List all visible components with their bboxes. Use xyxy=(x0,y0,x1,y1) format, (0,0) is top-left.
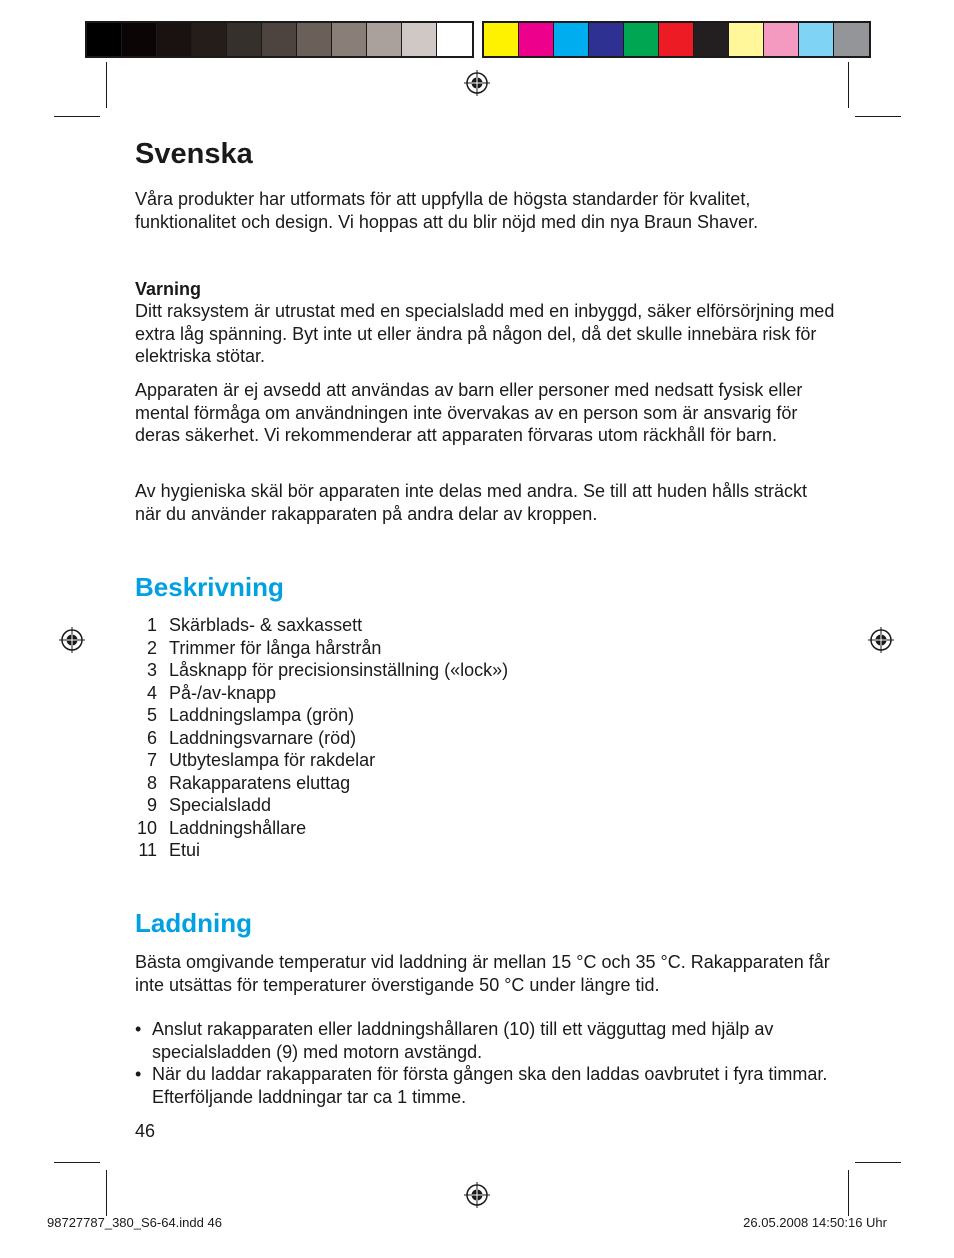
list-item-number: 6 xyxy=(146,727,157,748)
list-item xyxy=(135,727,508,750)
children-paragraph: Apparaten är ej avsedd att användas av barn eller personer med nedsatt fysisk eller mental förmåga om användningen inte övervakas av en person som är ansvarig för deras säkerhet. Vi rekommenderar att apparaten förvaras utom räckhåll för barn. xyxy=(135,380,803,445)
registration-mark-icon xyxy=(464,70,490,96)
color-swatch xyxy=(729,23,764,56)
bullet-text: När du laddar rakapparaten för första gången ska den laddas oavbrutet i fyra timmar. Efterföljande laddningar tar ca 1 timme. xyxy=(152,1064,828,1107)
list-item xyxy=(135,704,508,727)
charging-heading: Laddning xyxy=(135,908,252,938)
color-swatch xyxy=(554,23,589,56)
crop-mark xyxy=(855,1162,901,1163)
list-item-number: 2 xyxy=(146,637,157,658)
gray-swatch xyxy=(437,23,472,56)
list-item xyxy=(135,839,508,862)
list-item-label: Laddningsvarnare (röd) xyxy=(169,727,357,748)
crop-mark xyxy=(54,1162,100,1163)
list-item xyxy=(135,682,508,705)
list-item xyxy=(135,637,508,660)
warning-heading: Varning xyxy=(135,279,202,299)
list-item-number: 1 xyxy=(146,615,157,635)
list-item-label: Utbyteslampa för rakdelar xyxy=(169,750,376,770)
list-item-label: Låsknapp för precisionsinställning («lock») xyxy=(169,660,509,680)
list-item-label: Laddningshållare xyxy=(169,817,307,838)
list-item-number: 9 xyxy=(146,795,157,815)
gray-swatch xyxy=(192,23,227,56)
color-swatch xyxy=(624,23,659,56)
gray-swatch xyxy=(157,23,192,56)
description-list xyxy=(135,614,508,862)
list-item-number: 4 xyxy=(146,682,157,703)
registration-mark-icon xyxy=(59,627,85,653)
charging-bullet-list xyxy=(135,1018,835,1108)
list-item-label: Specialsladd xyxy=(169,795,272,815)
description-heading: Beskrivning xyxy=(135,572,284,602)
crop-mark xyxy=(106,1170,107,1216)
charging-intro: Bästa omgivande temperatur vid laddning är mellan 15 °C och 35 °C. Rakapparaten får inte utsättas för temperaturer överstigande 50 °C under längre tid. xyxy=(135,952,830,995)
registration-mark-icon xyxy=(868,627,894,653)
gray-swatch xyxy=(227,23,262,56)
page-number: 46 xyxy=(135,1121,156,1141)
bullet-text: Anslut rakapparaten eller laddningshållaren (10) till ett vägguttag med hjälp av specialsladden (9) med motorn avstängd. xyxy=(152,1019,774,1062)
gray-swatch xyxy=(297,23,332,56)
gray-swatch xyxy=(402,23,437,56)
list-item xyxy=(135,749,508,772)
list-item xyxy=(135,659,508,682)
page-title: Svenska xyxy=(135,138,253,170)
color-swatch xyxy=(764,23,799,56)
grayscale-calibration-bar xyxy=(85,21,474,58)
gray-swatch xyxy=(262,23,297,56)
list-item-number: 10 xyxy=(136,817,157,838)
list-item-label: Trimmer för långa hårstrån xyxy=(169,637,382,658)
crop-mark xyxy=(106,62,107,108)
color-swatch xyxy=(799,23,834,56)
list-item xyxy=(135,817,508,840)
bullet-item xyxy=(135,1063,835,1108)
list-item xyxy=(135,794,508,817)
list-item-label: Skärblads- & saxkassett xyxy=(169,615,363,635)
list-item-number: 11 xyxy=(138,840,157,860)
registration-mark-icon xyxy=(464,1182,490,1208)
gray-swatch xyxy=(122,23,157,56)
footer-timestamp: 26.05.2008 14:50:16 Uhr xyxy=(743,1215,887,1230)
color-swatch xyxy=(659,23,694,56)
color-swatch xyxy=(694,23,729,56)
gray-swatch xyxy=(87,23,122,56)
list-item xyxy=(135,614,508,637)
list-item xyxy=(135,772,508,795)
gray-swatch xyxy=(367,23,402,56)
list-item-number: 8 xyxy=(146,772,157,793)
intro-paragraph: Våra produkter har utformats för att uppfylla de högsta standarder för kvalitet, funktionalitet och design. Vi hoppas att du blir nöjd med din nya Braun Shaver. xyxy=(135,189,759,232)
crop-mark xyxy=(54,116,100,117)
hygiene-paragraph: Av hygieniska skäl bör apparaten inte delas med andra. Se till att huden hålls sträckt när du använder rakapparaten på andra delar av kroppen. xyxy=(135,481,808,524)
color-calibration-bar xyxy=(482,21,871,58)
list-item-label: Etui xyxy=(169,840,201,860)
color-swatch xyxy=(834,23,869,56)
list-item-label: Rakapparatens eluttag xyxy=(169,772,351,793)
bullet-icon: • xyxy=(135,1019,142,1039)
color-swatch xyxy=(589,23,624,56)
warning-paragraph: Ditt raksystem är utrustat med en specialsladd med en inbyggd, säker elförsörjning med extra låg spänning. Byt inte ut eller ändra på någon del, då det skulle innebära risk för elektriska stötar. xyxy=(135,301,835,366)
list-item-number: 3 xyxy=(146,660,157,680)
crop-mark xyxy=(855,116,901,117)
crop-mark xyxy=(848,62,849,108)
list-item-label: Laddningslampa (grön) xyxy=(169,705,355,725)
list-item-label: På-/av-knapp xyxy=(169,682,277,703)
list-item-number: 5 xyxy=(146,705,157,725)
bullet-icon: • xyxy=(135,1064,142,1084)
color-swatch xyxy=(519,23,554,56)
color-swatch xyxy=(484,23,519,56)
bullet-item xyxy=(135,1018,835,1063)
list-item-number: 7 xyxy=(146,750,157,770)
crop-mark xyxy=(848,1170,849,1216)
footer-file-info: 98727787_380_S6-64.indd 46 xyxy=(47,1215,222,1230)
gray-swatch xyxy=(332,23,367,56)
